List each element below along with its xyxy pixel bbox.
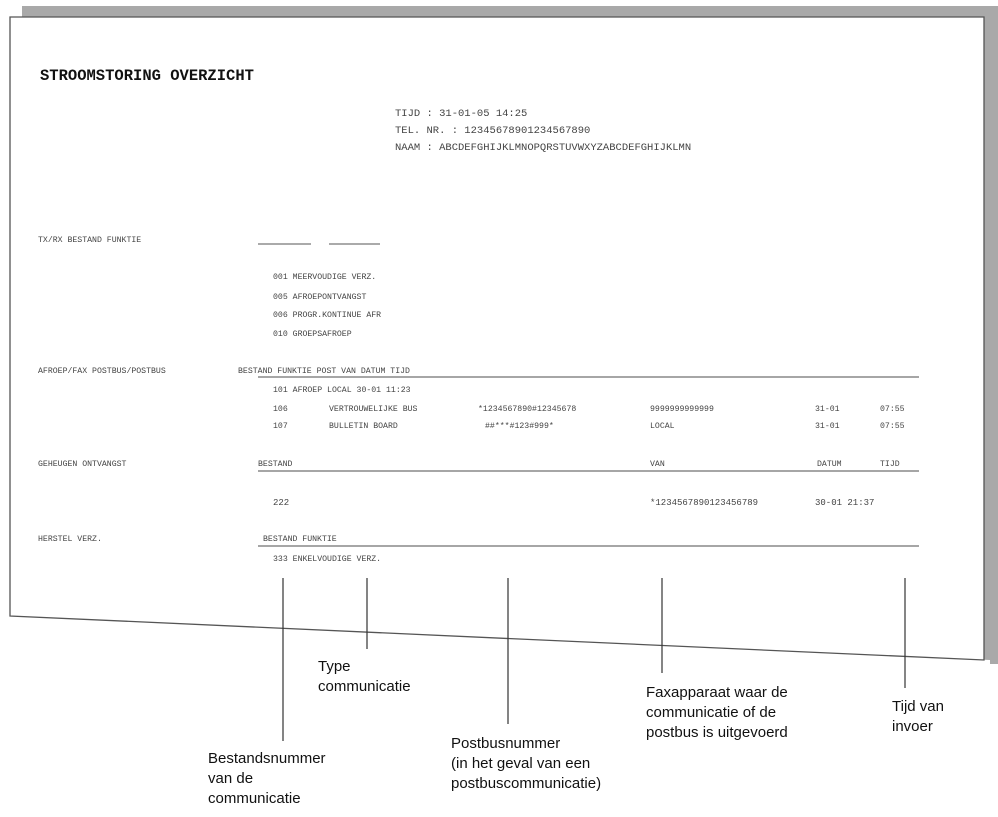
callout-bestand: Bestandsnummer xyxy=(208,750,326,767)
callout-tijd: invoer xyxy=(892,718,933,735)
header-tel: TEL. NR. : 12345678901234567890 xyxy=(395,125,591,137)
geheugen-col-van: VAN xyxy=(650,460,665,469)
herstel-label: HERSTEL VERZ. xyxy=(38,535,102,544)
callout-postbus: postbuscommunicatie) xyxy=(451,775,602,792)
afroep-row-func: VERTROUWELIJKE BUS xyxy=(329,405,418,414)
txrx-item: 001 MEERVOUDIGE VERZ. xyxy=(273,273,377,282)
geheugen-col-datum: DATUM xyxy=(817,460,842,469)
geheugen-file: 222 xyxy=(273,498,290,508)
geheugen-label: GEHEUGEN ONTVANGST xyxy=(38,460,127,469)
afroep-row-file: 107 xyxy=(273,422,288,431)
callout-fax: Faxapparaat waar de xyxy=(646,684,788,701)
afroep-row-post: ##***#123#999* xyxy=(485,422,554,431)
afroep-row-tijd: 07:55 xyxy=(880,422,905,431)
geheugen-datum-tijd: 30-01 21:37 xyxy=(815,498,875,508)
afroep-row-post: *1234567890#12345678 xyxy=(478,405,577,414)
callout-bestand: van de xyxy=(208,770,254,787)
geheugen-van: *12345678901234567​89 xyxy=(650,498,759,508)
callout-tijd: Tijd van xyxy=(892,698,944,715)
geheugen-col-bestand: BESTAND xyxy=(258,460,293,469)
herstel-row: 333 ENKELVOUDIGE VERZ. xyxy=(273,555,382,564)
afroep-row-van: LOCAL xyxy=(650,422,675,431)
afroep-columns: BESTAND FUNKTIE POST VAN DATUM TIJD xyxy=(238,367,410,376)
afroep-row-file: 106 xyxy=(273,405,288,414)
report-title: STROOMSTORING OVERZICHT xyxy=(40,67,254,85)
callout-fax: postbus is uitgevoerd xyxy=(646,724,788,741)
txrx-item: 006 PROGR.KONTINUE AFR xyxy=(273,311,382,320)
txrx-item: 005 AFROEPONTVANGST xyxy=(273,293,367,302)
callout-postbus: (in het geval van een xyxy=(451,755,591,772)
callout-type: Type xyxy=(318,658,351,675)
txrx-label: TX/RX BESTAND FUNKTIE xyxy=(38,236,142,245)
header-naam: NAAM : ABCDEFGHIJKLMNOPQRSTUVWXYZABCDEFGHIJKLMN xyxy=(395,142,692,154)
herstel-columns: BESTAND FUNKTIE xyxy=(263,535,337,544)
header-tijd: TIJD : 31-01-05 14:25 xyxy=(395,108,528,120)
callout-postbus: Postbusnummer xyxy=(451,735,561,752)
afroep-label: AFROEP/FAX POSTBUS/POSTBUS xyxy=(38,367,166,376)
afroep-row-tijd: 07:55 xyxy=(880,405,905,414)
afroep-row-func: BULLETIN BOARD xyxy=(329,422,398,431)
geheugen-col-tijd: TIJD xyxy=(880,460,900,469)
afroep-row-datum: 31-01 xyxy=(815,422,840,431)
callout-fax: communicatie of de xyxy=(646,704,777,721)
callout-type: communicatie xyxy=(318,678,411,695)
callout-bestand: communicatie xyxy=(208,790,301,807)
afroep-row-101: 101 AFROEP LOCAL 30-01 11:23 xyxy=(273,386,411,395)
txrx-item: 010 GROEPSAFROEP xyxy=(273,330,352,339)
afroep-row-van: 9999999999999 xyxy=(650,405,714,414)
afroep-row-datum: 31-01 xyxy=(815,405,840,414)
